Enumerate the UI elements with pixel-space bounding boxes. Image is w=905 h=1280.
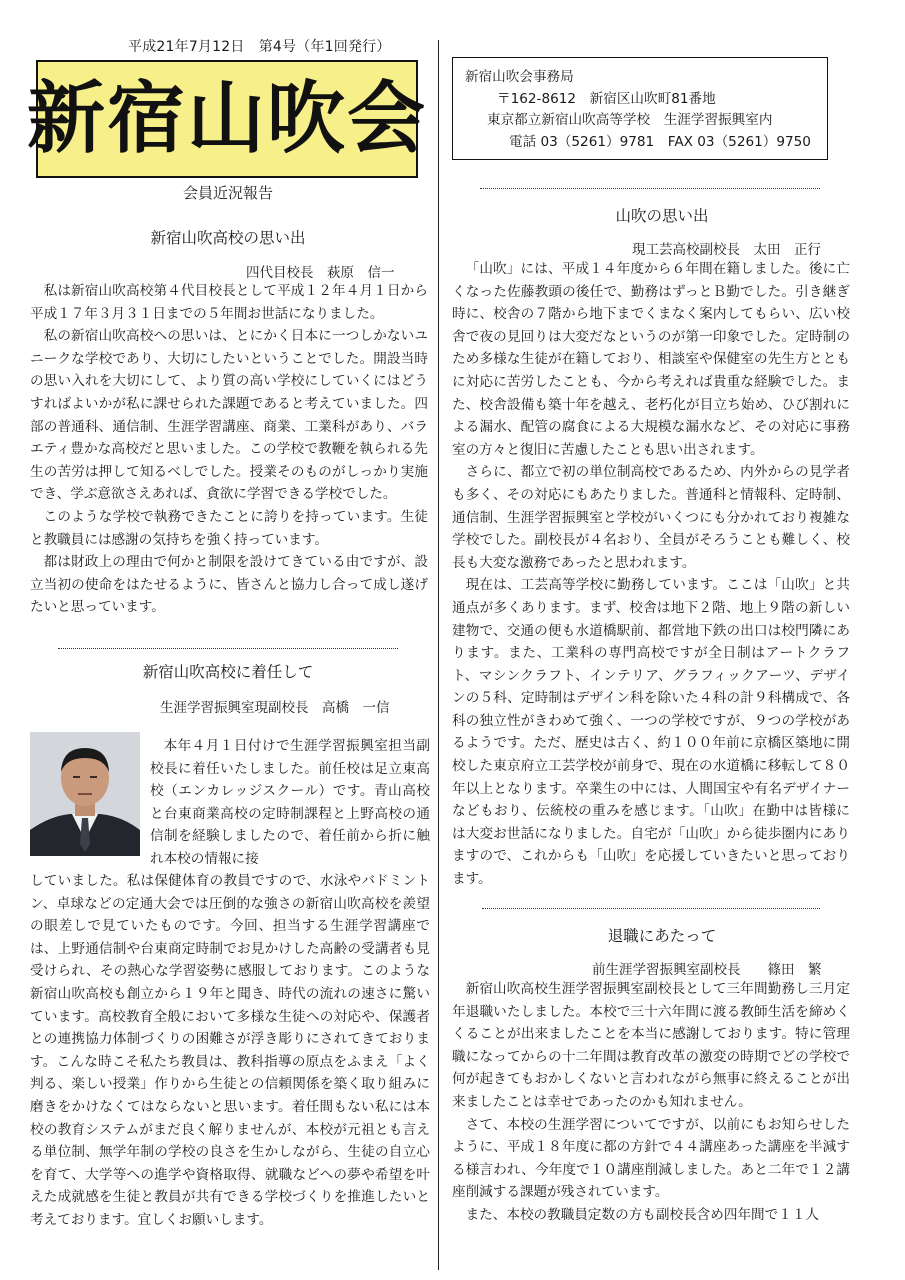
- appointment-wrap-text: [150, 735, 430, 871]
- paragraph: 現在は、工芸高等学校に勤務しています。ここは「山吹」と共通点が多くあります。まず、校舎は地下２階、地上９階の新しい建物で、交通の便も水道橋駅前、都営地下鉄の出口は校門隣にあります。また、工業科の専門高校ですが全日制はアートクラフト、マシンクラフト、インテリア、グラフィックアーツ、デザインの５科、定時制はデザイン科を除いた４科の計９科構成で、各科の独立性がきわめて強く、一つの学校ですが、９つの学校があるようです。ただ、歴史は古く、約１００年前に京橋区築地に開校した東京府立工芸学校が前身で、現在の水道橋に移転して８０年以上となります。卒業生の中には、人間国宝や有名デザイナーなどもおり、伝統校の重みを感じます。「山吹」在勤中は皆様には大変お世話になりました。自宅が「山吹」から徒歩圏内にありますので、これからも「山吹」を応援していきたいと思っております。: [452, 577, 850, 888]
- byline-takahashi: 生涯学習振興室現副校長 高橋 一信: [160, 700, 390, 716]
- paragraph: さて、本校の生涯学習についてですが、以前にもお知らせしたように、平成１８年度に都の方針で４４講座あった講座を半減する様言われ、今年度で１０講座削減しました。あと二年で１２講座削減する課題が残されています。: [452, 1116, 850, 1201]
- article-title-retirement: 退職にあたって: [607, 927, 717, 945]
- masthead-title: 新宿山吹会: [27, 73, 428, 164]
- masthead: [27, 60, 428, 178]
- issue-info: 平成21年7月12日 第4号（年1回発行）: [128, 39, 391, 55]
- byline-ota: 現工芸高校副校長 太田 正行: [632, 242, 821, 258]
- byline-hagiwara: 四代目校長 萩原 信一: [246, 265, 395, 281]
- office-name: 新宿山吹会事務局: [465, 69, 574, 85]
- office-phone: 電話 03（5261）9781 FAX 03（5261）9750: [509, 133, 811, 150]
- office-address: 〒162-8612 新宿区山吹町81番地: [497, 90, 716, 107]
- paragraph: していました。私は保健体育の教員ですので、水泳やバドミントン、卓球などの定通大会では圧倒的な強さの新宿山吹高校を羨望の眼差しで見ていたものです。今回、担当する生涯学習講座では、上野通信制や台東商定時制でお見かけした高齢の受講者も見受けられ、その熱心な学習姿勢に感服しております。このような新宿山吹高校も創立から１９年と聞き、時代の流れの速さに驚いています。高校教育全般において多様な生徒への対応や、保護者との連携協力体制づくりの困難さが浮き彫りにされてきております。こんな時こそ私たち教員は、教科指導の原点をふまえ「よく判る、楽しい授業」作りから生徒との信頼関係を築く取り組みに磨きをかけなくてはならないと思います。着任間もない私には本校の教育システムがまだ良く解りませんが、本校が元祖とも言える単位制、無学年制の学校の良さを生かしながら、生徒の自立心を育て、大学等への進学や資格取得、就職などへの夢や希望を叶えた成就感を生徒と教員が共有できる学校づくりを推進したいと考えております。宜しくお願いします。: [30, 873, 430, 1228]
- paragraph: このような学校で執務できたことに誇りを持っています。生徒と教職員には感謝の気持ちを強く持っています。: [30, 508, 428, 548]
- article-title-yamabuki: 山吹の思い出: [615, 207, 709, 225]
- paragraph: また、本校の教職員定数の方も副校長含め四年間で１１人: [465, 1206, 820, 1223]
- article-body-yamabuki: [452, 258, 850, 891]
- office-info-box: [452, 57, 828, 160]
- office-school: 東京都立新宿山吹高等学校 生涯学習振興室内: [487, 112, 773, 128]
- section-divider: [482, 908, 820, 909]
- paragraph: 本年４月１日付けで生涯学習振興室担当副校長に着任いたしました。前任校は足立東高校（エンカレッジスクール）です。青山高校と台東商業高校の定時制課程と上野高校の通信制を経験しましたので、着任前から折に触れ本校の情報に接: [150, 738, 430, 867]
- paragraph: さらに、都立で初の単位制高校であるため、内外からの見学者も多く、その対応にもあたりました。普通科と情報科、定時制、通信制、生涯学習振興室と学校がいくつにも分かれており複雑な学校でした。副校長が４名おり、全員がそろうことも難しく、校長も大変な激務であったと思われます。: [452, 464, 850, 571]
- article-title-memories-school: 新宿山吹高校の思い出: [150, 229, 306, 247]
- section-divider: [58, 648, 398, 649]
- byline-shinoda: 前生涯学習振興室副校長 篠田 繁: [592, 962, 822, 978]
- article-title-appointment: 新宿山吹高校に着任して: [142, 663, 314, 681]
- section-heading: 会員近況報告: [182, 184, 273, 202]
- paragraph: 都は財政上の理由で何かと制限を設けてきている由ですが、設立当初の使命をはたせるように、皆さんと協力し合って成し遂げたいと思っています。: [30, 554, 428, 616]
- column-divider: [438, 40, 439, 1270]
- paragraph: 私は新宿山吹高校第４代目校長として平成１２年４月１日から平成１７年３月３１日までの５年間お世話になりました。: [30, 283, 428, 322]
- paragraph: 「山吹」には、平成１４年度から６年間在籍しました。後に亡くなった佐藤教頭の後任で、勤務はずっとＢ勤でした。引き継ぎ時に、校舎の７階から地下までくまなく案内してもらい、広い校舎で夜の見回りは大変だなというのが第一印象でした。定時制のため多様な生徒が在籍しており、相談室や保健室の先生方とともに対応に苦労したことも、今から考えれば貴重な経験でした。また、校舎設備も築十年を越え、老朽化が目立ち始め、ひび割れによる漏水、配管の腐食による大規模な漏水など、その対応に事務室の方々と復旧に苦慮したことも思い出されます。: [452, 261, 850, 458]
- article-body-memories-school: [30, 280, 428, 619]
- article-body-retirement: [452, 978, 850, 1227]
- section-divider: [480, 188, 820, 189]
- paragraph: 私の新宿山吹高校への思いは、とにかく日本に一つしかないユニークな学校であり、大切にしたいということでした。開設当時の思い入れを大切にして、より質の高い学校にしていくにはどうすればよいかが私に課せられた課題であると考えていました。四部の普通科、通信制、生涯学習講座、商業、工業科があり、バラエティ豊かな高校だと思いました。この学校で教鞭を執られる先生の苦労は押して知るべしでした。授業そのものがしっかり実施でき、学ぶ意欲さえあれば、貪欲に学習できる学校でした。: [30, 328, 428, 503]
- paragraph: 新宿山吹高校生涯学習振興室副校長として三年間勤務し三月定年退職いたしました。本校で三十六年間に渡る教師生活を締めくくることが出来ましたことを本当に感謝しております。特に管理職になってからの十二年間は教育改革の激変の時期でどの学校で何が起きてもおかしくないと言われながら無事に終えることが出来ましたことは幸せであったのかも知れません。: [452, 981, 850, 1110]
- appointment-continued-text: [30, 870, 430, 1232]
- portrait-photo: [30, 732, 140, 856]
